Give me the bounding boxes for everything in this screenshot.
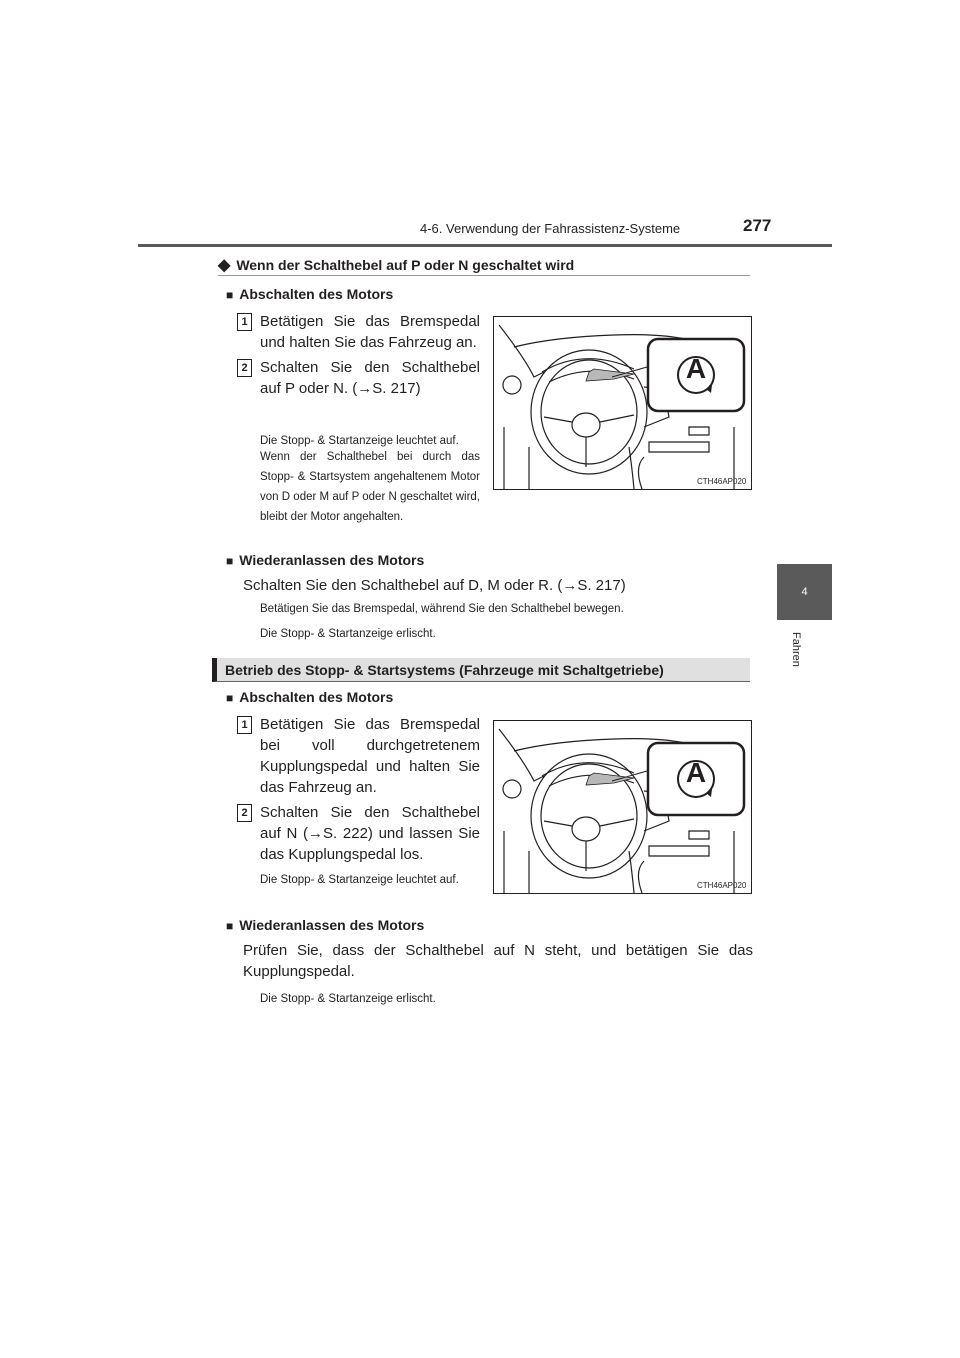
header-section-title: 4-6. Verwendung der Fahrassistenz-Systeme: [420, 221, 681, 236]
step-number: 2: [237, 804, 252, 822]
page-number: 277: [743, 216, 772, 235]
header-rule: [138, 244, 832, 247]
step-text: Betätigen Sie das Bremspedal und halten Sie das Fahrzeug an.: [260, 313, 480, 351]
dashboard-illustration: [493, 720, 752, 894]
restart-text: Prüfen Sie, dass der Schalthebel auf N steht, und betätigen Sie das Kupplungspedal.: [243, 942, 753, 980]
step-text: Betätigen Sie das Bremspedal bei voll durchgetretenem Kupplungspedal und halten Sie das Fahrzeug an.: [260, 716, 480, 796]
note-text: Die Stopp- & Startanzeige erlischt.: [260, 993, 436, 1005]
step-text: Schalten Sie den Schalthebel auf P oder N. (→S. 217): [260, 359, 480, 397]
dashboard-drawing: [494, 721, 751, 893]
figure-label: A: [685, 353, 707, 384]
note-text: Die Stopp- & Startanzeige leuchtet auf.: [260, 435, 459, 447]
note-text: Betätigen Sie das Bremspedal, während Sie den Schalthebel bewegen.: [260, 603, 624, 615]
dashboard-illustration: [493, 316, 752, 490]
chapter-tab: 4: [777, 564, 832, 620]
subheading-stop-engine: [226, 286, 393, 302]
subheading-stop-engine: [226, 689, 393, 705]
figure-label: A: [685, 757, 707, 788]
square-bullet-icon: ■: [226, 691, 234, 705]
bookmark-rule: [218, 275, 750, 276]
subheading-text: Wiederanlassen des Motors: [239, 917, 425, 933]
square-bullet-icon: ■: [226, 554, 234, 568]
step-text: Schalten Sie den Schalthebel auf N (→S. 222) und lassen Sie das Kupplungspedal los.: [260, 804, 480, 863]
step-number: 1: [237, 313, 252, 331]
subheading-text: Abschalten des Motors: [239, 286, 394, 302]
subheading-restart-engine: [226, 552, 424, 568]
restart-text: Schalten Sie den Schalthebel auf D, M oder R. (→S. 217): [243, 577, 626, 594]
note-text: Die Stopp- & Startanzeige leuchtet auf.: [260, 874, 459, 886]
subheading-text: Abschalten des Motors: [239, 689, 394, 705]
diamond-icon: ◆: [218, 257, 231, 274]
note-text: Wenn der Schalthebel bei durch das Stopp- & Startsystem angehaltenem Motor von D oder M auf P oder N geschaltet wird, bleibt der Motor angehalten.: [260, 451, 480, 523]
bookmark-title: [218, 255, 574, 275]
step-number: 2: [237, 359, 252, 377]
chapter-label: Fahren: [790, 632, 802, 667]
step-number: 1: [237, 716, 252, 734]
subheading-text: Wiederanlassen des Motors: [239, 552, 425, 568]
dashboard-drawing: [494, 317, 751, 489]
figure-code: CTH46AP020: [697, 881, 747, 890]
square-bullet-icon: ■: [226, 919, 234, 933]
note-text: Die Stopp- & Startanzeige erlischt.: [260, 628, 436, 640]
figure-code: CTH46AP020: [697, 477, 747, 486]
square-bullet-icon: ■: [226, 288, 234, 302]
section-heading-bar: Betrieb des Stopp- & Startsystems (Fahrzeuge mit Schaltgetriebe): [212, 658, 750, 682]
subheading-restart-engine: [226, 917, 424, 933]
bookmark-title-text: Wenn der Schalthebel auf P oder N geschaltet wird: [236, 257, 575, 273]
